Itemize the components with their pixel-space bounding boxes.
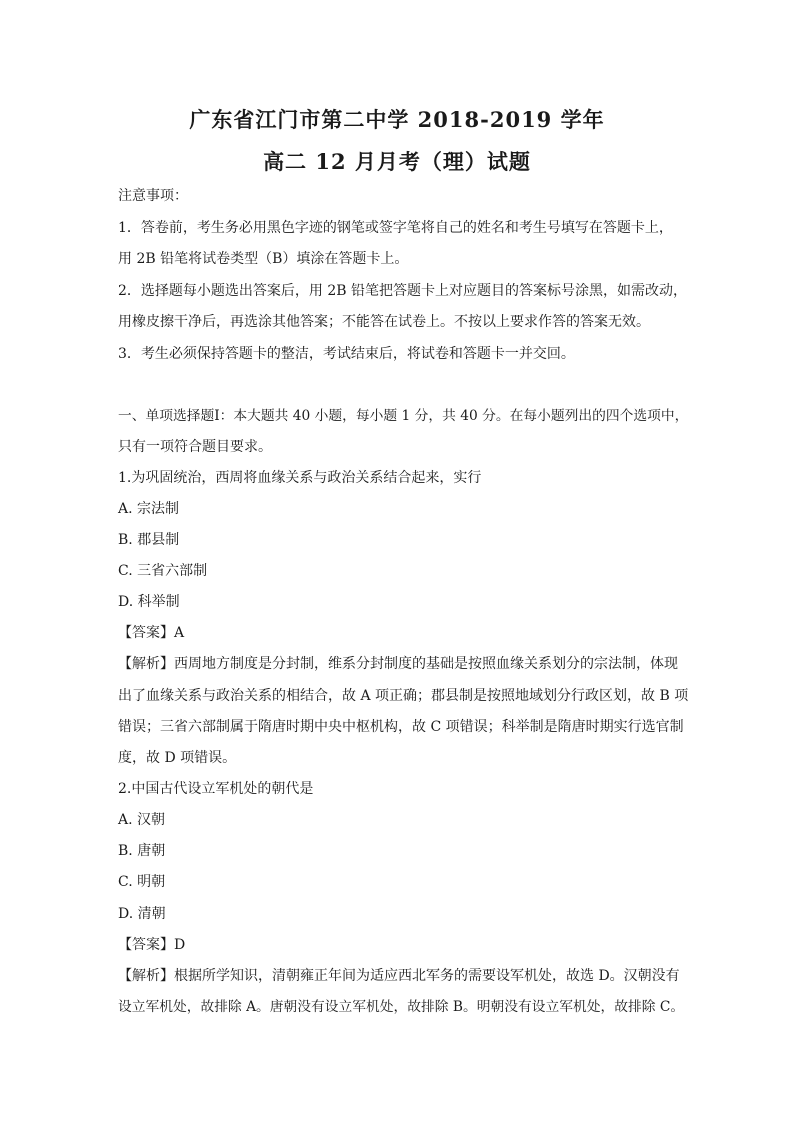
notice-item-3: 3．考生必须保持答题卡的整洁，考试结束后，将试卷和答题卡一并交回。 <box>118 346 575 362</box>
notice-heading: 注意事项： <box>118 188 188 204</box>
notice-item-1: 1．答卷前，考生务必用黑色字迹的钢笔或签字笔将自己的姓名和考生号填写在答题卡上， <box>118 220 673 236</box>
question-2-option-c: C. 明朝 <box>118 874 166 890</box>
question-2-option-b: B. 唐朝 <box>118 843 166 859</box>
question-2-option-a: A. 汉朝 <box>118 812 166 828</box>
document-subtitle: 高二 12 月月考（理）试题 <box>263 149 531 174</box>
section-heading: 一、单项选择题Ⅰ：本大题共 40 小题，每小题 1 分，共 40 分。在每小题列出的四个选项中， <box>118 408 689 424</box>
question-1-option-b: B. 郡县制 <box>118 532 180 548</box>
question-1-analysis-cont-2: 错误；三省六部制属于隋唐时期中央中枢机构，故 C 项错误；科举制是隋唐时期实行选官制 <box>118 719 684 735</box>
question-1-option-a: A. 宗法制 <box>118 501 180 517</box>
question-1-analysis-cont-3: 度，故 D 项错误。 <box>118 750 237 766</box>
question-2-answer: 【答案】D <box>118 937 186 953</box>
question-1-analysis: 【解析】西周地方制度是分封制，维系分封制度的基础是按照血缘关系划分的宗法制，体现 <box>118 656 678 672</box>
question-2-option-d: D. 清朝 <box>118 906 166 922</box>
document-title: 广东省江门市第二中学 2018-2019 学年 <box>189 107 605 132</box>
question-1-answer: 【答案】A <box>118 625 185 641</box>
question-1-analysis-cont-1: 出了血缘关系与政治关系的相结合，故 A 项正确；郡县制是按照地域划分行政区划，故 B 项 <box>118 688 689 704</box>
question-2-analysis-cont: 设立军机处，故排除 A。唐朝没有设立军机处，故排除 B。明朝没有设立军机处，故排除 C。 <box>118 999 685 1015</box>
notice-item-1-cont: 用 2B 铅笔将试卷类型（B）填涂在答题卡上。 <box>118 251 409 267</box>
question-1-option-c: C. 三省六部制 <box>118 563 208 579</box>
question-1-option-d: D. 科举制 <box>118 594 180 610</box>
question-1-stem: 1.为巩固统治，西周将血缘关系与政治关系结合起来，实行 <box>118 470 482 486</box>
question-2-stem: 2.中国古代设立军机处的朝代是 <box>118 781 314 797</box>
section-heading-cont: 只有一项符合题目要求。 <box>118 439 272 455</box>
question-2-analysis: 【解析】根据所学知识，清朝雍正年间为适应西北军务的需要设军机处，故选 D。汉朝没有 <box>118 968 680 984</box>
notice-item-2: 2．选择题每小题选出答案后，用 2B 铅笔把答题卡上对应题目的答案标号涂黑，如需改动， <box>118 283 688 299</box>
notice-item-2-cont: 用橡皮擦干净后，再选涂其他答案；不能答在试卷上。不按以上要求作答的答案无效。 <box>118 314 650 330</box>
